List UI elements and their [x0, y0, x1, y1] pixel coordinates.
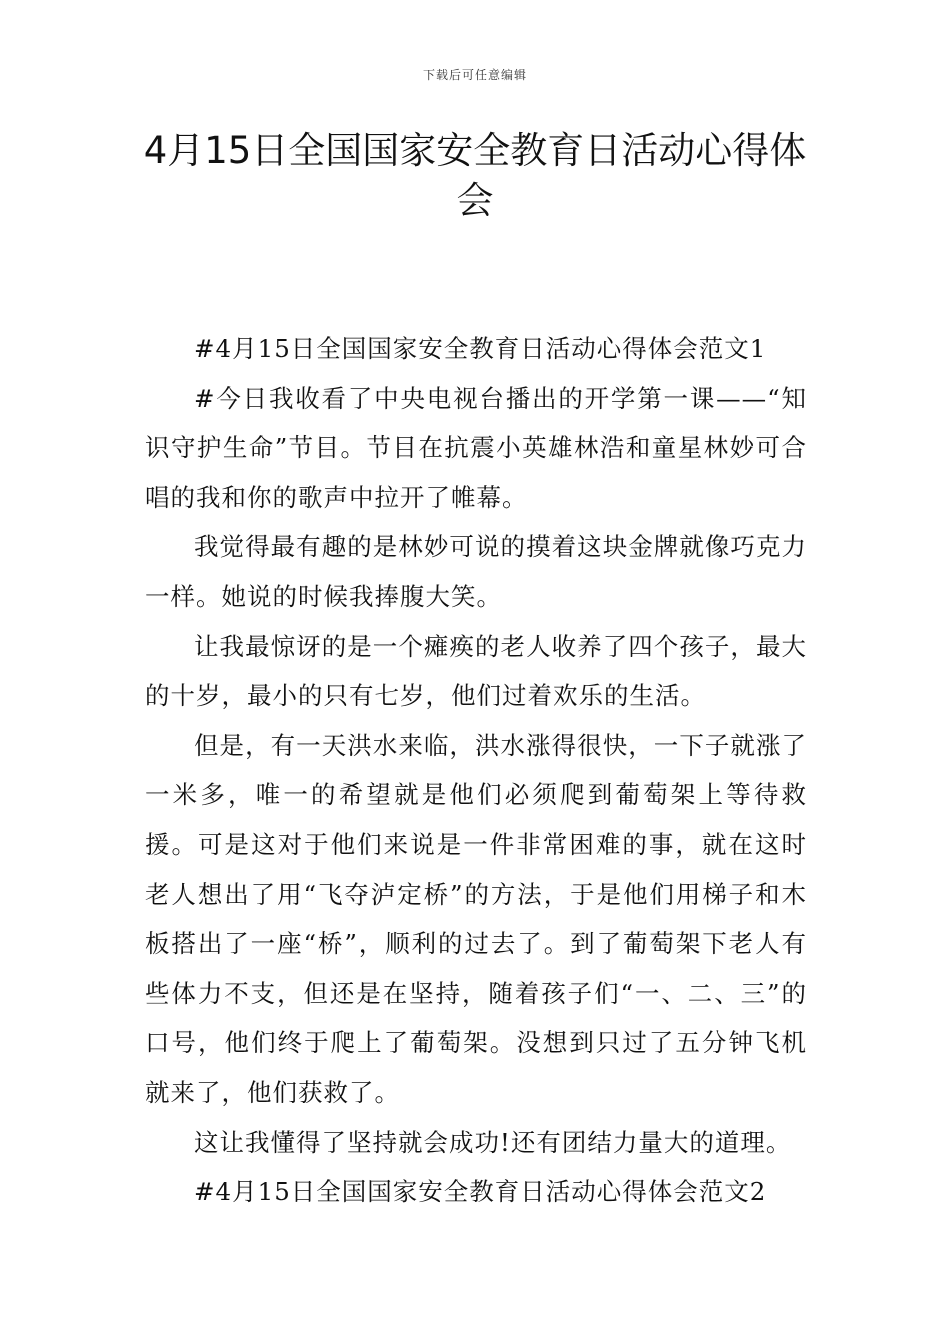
- header-note: 下载后可任意编辑: [422, 68, 527, 82]
- paragraph: 我觉得最有趣的是林妙可说的摸着这块金牌就像巧克力一样。她说的时候我捧腹大笑。: [145, 532, 807, 611]
- paragraph: 但是，有一天洪水来临，洪水涨得很快，一下子就涨了一米多，唯一的希望就是他们必须爬到葡萄架上等待救援。可是这对于他们来说是一件非常困难的事，就在这时老人想出了用“飞夺泸定桥”的方法，于是他们用梯子和木板搭出了一座“桥”，顺利的过去了。到了葡萄架下老人有些体力不支，但还是在坚持，随着孩子们“一、二、三”的口号，他们终于爬上了葡萄架。没想到只过了五分钟飞机就来了，他们获救了。: [145, 730, 807, 1107]
- paragraph: #今日我收看了中央电视台播出的开学第一课——“知识守护生命”节目。节目在抗震小英雄林浩和童星林妙可合唱的我和你的歌声中拉开了帷幕。: [145, 383, 807, 512]
- document-body: [145, 324, 807, 1217]
- document-title: 4月15日全国国家安全教育日活动心得体会: [143, 129, 807, 222]
- paragraph-heading-1: #4月15日全国国家安全教育日活动心得体会范文1: [194, 334, 767, 363]
- paragraph: 让我最惊讶的是一个瘫痪的老人收养了四个孩子，最大的十岁，最小的只有七岁，他们过着欢乐的生活。: [145, 631, 807, 711]
- paragraph: 这让我懂得了坚持就会成功!还有团结力量大的道理。: [194, 1127, 792, 1157]
- paragraph-heading-2: #4月15日全国国家安全教育日活动心得体会范文2: [194, 1177, 767, 1207]
